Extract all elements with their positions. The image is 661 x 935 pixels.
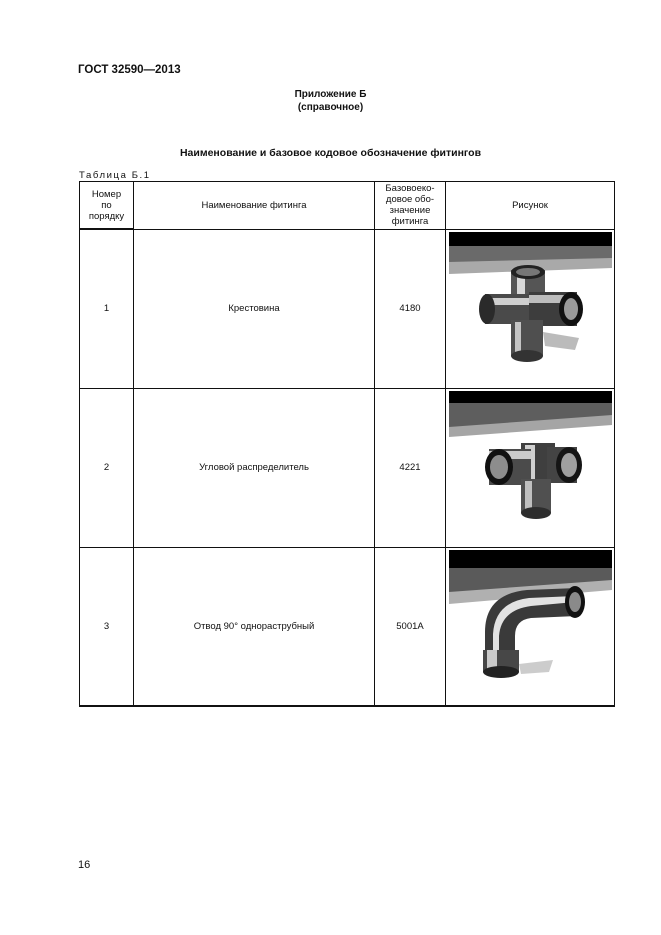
page-number: 16: [78, 859, 91, 871]
table-row: [80, 388, 615, 547]
cross-fitting-photo: [449, 232, 612, 385]
row-name: Крестовина: [134, 229, 375, 388]
row-code: 4180: [375, 229, 446, 388]
row-name: Отвод 90° однораструбный: [134, 547, 375, 706]
row-number: 1: [80, 229, 134, 388]
annex-heading: [0, 88, 661, 114]
row-picture: [446, 547, 615, 706]
fittings-table: [79, 181, 615, 707]
header-code: [375, 182, 446, 230]
table-row: [80, 229, 615, 388]
header-picture: Рисунок: [446, 182, 615, 230]
header-code-text: Базовоеко- довое обо- значение фитинга: [385, 183, 435, 228]
row-code: 5001A: [375, 547, 446, 706]
annex-label: Приложение Б: [294, 89, 367, 100]
header-number: [80, 182, 134, 230]
row-code: 4221: [375, 388, 446, 547]
table-header-row: [80, 182, 615, 230]
row-picture: [446, 229, 615, 388]
row-picture: [446, 388, 615, 547]
table-row: [80, 547, 615, 706]
annex-title: Наименование и базовое кодовое обозначение фитингов: [179, 147, 482, 159]
header-number-text: Номер по порядку: [88, 188, 125, 222]
row-name: Угловой распределитель: [134, 388, 375, 547]
standard-number: ГОСТ 32590—2013: [78, 64, 181, 76]
row-number: 3: [80, 547, 134, 706]
elbow-90-fitting-photo: [449, 550, 612, 703]
table-caption: Таблица Б.1: [79, 170, 151, 181]
corner-tee-fitting-photo: [449, 391, 612, 544]
row-number: 2: [80, 388, 134, 547]
header-name: Наименование фитинга: [134, 182, 375, 230]
annex-status: (справочное): [297, 102, 364, 113]
